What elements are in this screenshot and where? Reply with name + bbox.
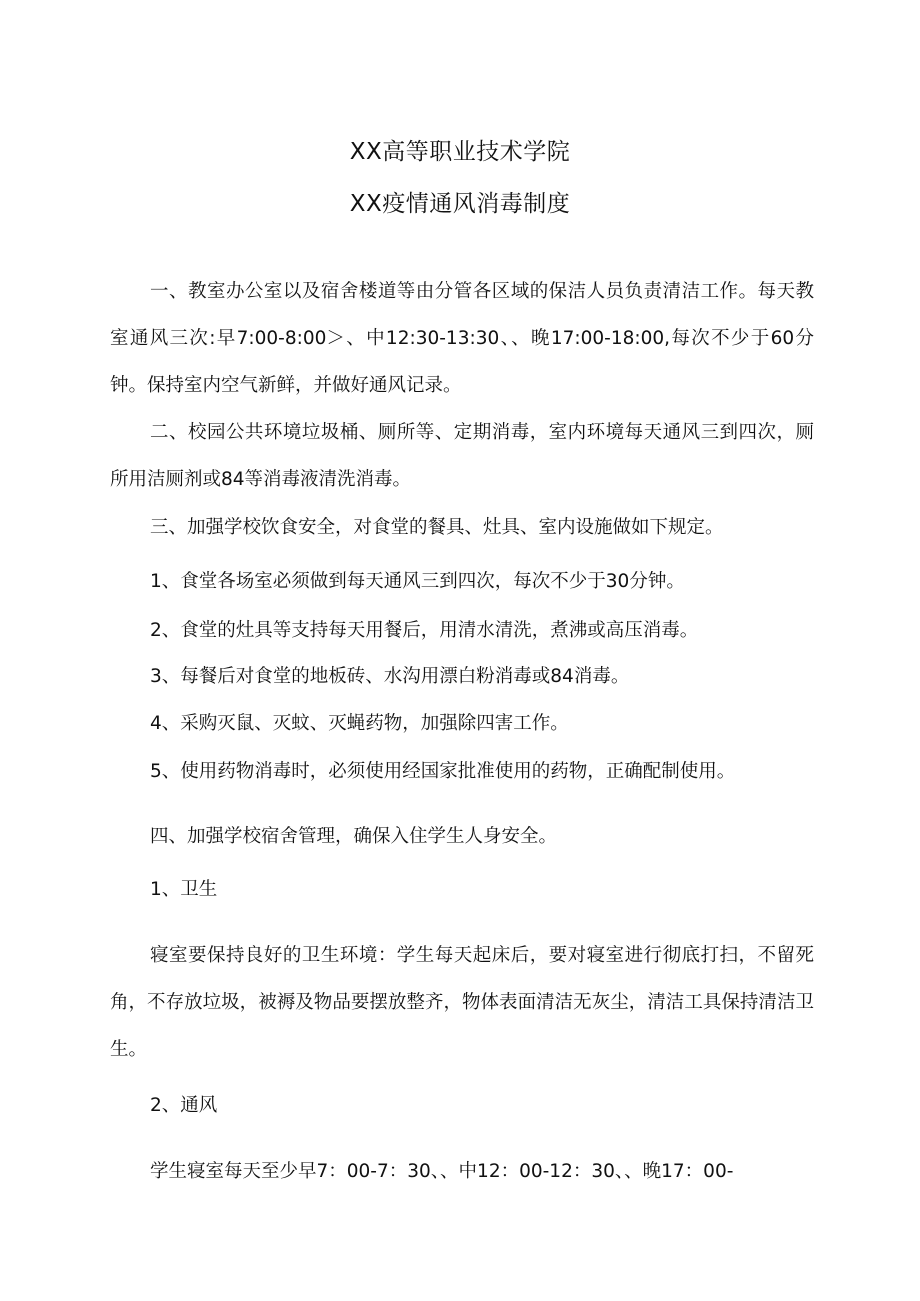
list-item: 3、每餐后对食堂的地板砖、水沟用漂白粉消毒或84消毒。 (150, 666, 630, 687)
list-item: 1、食堂各场室必须做到每天通风三到四次，每次不少于30分钟。 (150, 571, 685, 592)
list-item: 5、使用药物消毒时，必须使用经国家批准使用的药物，正确配制使用。 (150, 761, 736, 782)
section-4-heading: 四、加强学校宿舍管理，确保入住学生人身安全。 (150, 826, 558, 847)
subsection-hygiene-heading: 1、卫生 (150, 879, 218, 900)
document-title-policy: XX疫情通风消毒制度 (349, 191, 571, 217)
subsection-ventilation-text: 学生寝室每天至少早7：00-7：30、、中12：00-12：30、、晚17：00- (150, 1161, 734, 1182)
section-2-paragraph: 二、校园公共环境垃圾桶、厕所等、定期消毒，室内环境每天通风三到四次，厕所用洁厕剂或84等消毒液清洗消毒。 (110, 422, 814, 490)
document-title-school: XX高等职业技术学院 (349, 139, 571, 165)
section-1-paragraph: 一、教室办公室以及宿舍楼道等由分管各区域的保洁人员负责清洁工作。每天教室通风三次:早7:00-8:00＞、中12:30-13:30、、晚17:00-18:00,每次不少于60分钟。保持室内空气新鲜，并做好通风记录。 (110, 281, 814, 396)
subsection-ventilation-heading: 2、通风 (150, 1095, 218, 1116)
subsection-hygiene-text: 寝室要保持良好的卫生环境：学生每天起床后，要对寝室进行彻底打扫，不留死角，不存放垃圾，被褥及物品要摆放整齐，物体表面清洁无灰尘，清洁工具保持清洁卫生。 (110, 945, 814, 1060)
list-item: 2、食堂的灶具等支持每天用餐后，用清水清洗，煮沸或高压消毒。 (150, 620, 699, 641)
section-3-heading: 三、加强学校饮食安全，对食堂的餐具、灶具、室内设施做如下规定。 (150, 517, 724, 538)
list-item: 4、采购灭鼠、灭蚊、灭蝇药物，加强除四害工作。 (150, 713, 569, 734)
